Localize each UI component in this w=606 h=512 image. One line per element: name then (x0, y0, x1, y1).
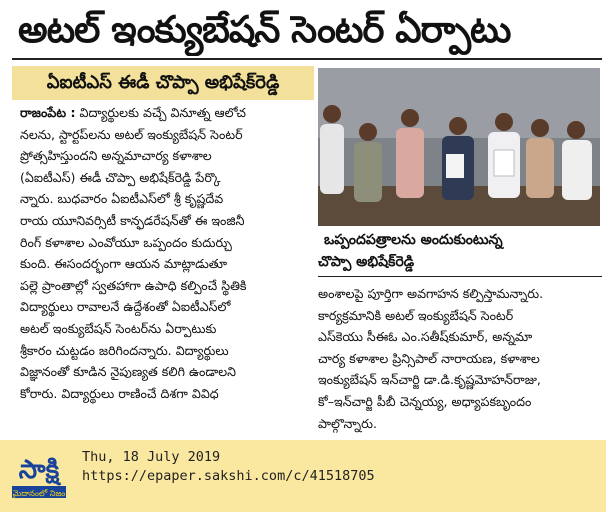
article-line: విద్యార్థులు రావాలనే ఉద్దేశంతో ఏఐటీఎస్‌లో (20, 299, 231, 315)
article-line (20, 102, 312, 124)
article-line: కార్యక్రమానికి అటల్ ఇంక్యుబేషన్ సెంటర్ (318, 307, 514, 323)
article-line: పల్లె ప్రాంతాల్లో స్వతహాగా ఉపాధి కల్పించే స్థితికి (20, 277, 247, 293)
photo-caption (318, 229, 600, 273)
epaper-url[interactable]: https://epaper.sakshi.com/c/41518705 (82, 468, 375, 484)
subheadline: ఏఐటీఎస్ ఈడీ చొప్పా అభిషేక్‌రెడ్డి (12, 66, 314, 100)
article-line: కోరారు. విద్యార్థులు రాణించే దిశగా వివిధ (20, 385, 219, 401)
article-line: చార్య కళాశాల ప్రిన్సిపాల్ నారాయణ, కళాశాల (318, 350, 540, 366)
logo-subtext: మైదానంలో నిజం (12, 489, 66, 498)
article-line: కుంది. ఈసందర్భంగా ఆయన మాట్లాడుతూ (20, 256, 228, 272)
article-line: నలను, స్టార్టప్‌లను అటల్ ఇంక్యుబేషన్ సెంటర్ (20, 126, 243, 142)
caption-line-2: చొప్పా అభిషేక్‌రెడ్డి (318, 254, 415, 270)
headline-rule (12, 58, 602, 60)
article-line: విజ్ఞానంతో కూడిన నైపుణ్యత కలిగి ఉండాలని (20, 364, 236, 380)
headline: అటల్ ఇంక్యుబేషన్ సెంటర్ ఏర్పాటు (18, 8, 511, 51)
article-line: ప్రోత్సహిస్తుందని అన్నమాచార్య కళాశాల (20, 148, 212, 164)
edition-date: Thu, 18 July 2019 (82, 449, 221, 465)
article-line: కో–ఇన్‌చార్జి పీబీ చెన్నయ్య, అధ్యాపకబృందం (318, 393, 532, 409)
logo-text: సాక్షి (18, 455, 60, 485)
article-line: రింగ్ కళాశాల ఎంవోయూ ఒప్పందం కుదుర్చు (20, 234, 232, 250)
article-line: అటల్ ఇంక్యుబేషన్ సెంటర్‌ను ఏర్పాటుకు (20, 320, 217, 336)
article-line: ఇంక్యుబేషన్ ఇన్‌చార్జి డా.డి.కృష్ణమోహన్‌రాజు, (318, 372, 541, 388)
article-line: రాయ యూనివర్సిటీ కాన్ఫడరేషన్‌తో ఈ ఇంజినీ (20, 212, 245, 228)
article-line: న్నారు. బుధవారం ఏఐటీఎస్‌లో శ్రీ కృష్ణదేవ (20, 191, 224, 207)
article-left-column (20, 102, 312, 404)
article-line: (ఏఐటీఎస్) ఈడీ చొప్పా అభిషేక్‌రెడ్డి పేర్కొ (20, 169, 221, 185)
event-photo (318, 68, 600, 226)
caption-line-1: ఒప్పందపత్రాలను అందుకుంటున్న (324, 232, 503, 248)
caption-rule (318, 276, 602, 277)
article-right-column (318, 283, 600, 434)
article-line: పాల్గొన్నారు. (318, 415, 377, 431)
sakshi-logo-icon (8, 446, 70, 504)
article-line: శ్రీకారం చుట్టడం జరిగిందన్నారు. విద్యార్థులు (20, 342, 229, 358)
article-line: ఎస్‌కెయు సీఈఓ ఎం.సతీష్‌కుమార్, అన్నమా (318, 329, 533, 345)
dateline-place: రాజంపేట : (20, 105, 76, 120)
article-line-text: విద్యార్థులకు వచ్చే వినూత్న ఆలోచ (79, 105, 246, 120)
article-line: అంశాలపై పూర్తిగా అవగాహన కల్పిస్తామన్నారు. (318, 286, 544, 301)
group-photo-icon (318, 68, 600, 226)
